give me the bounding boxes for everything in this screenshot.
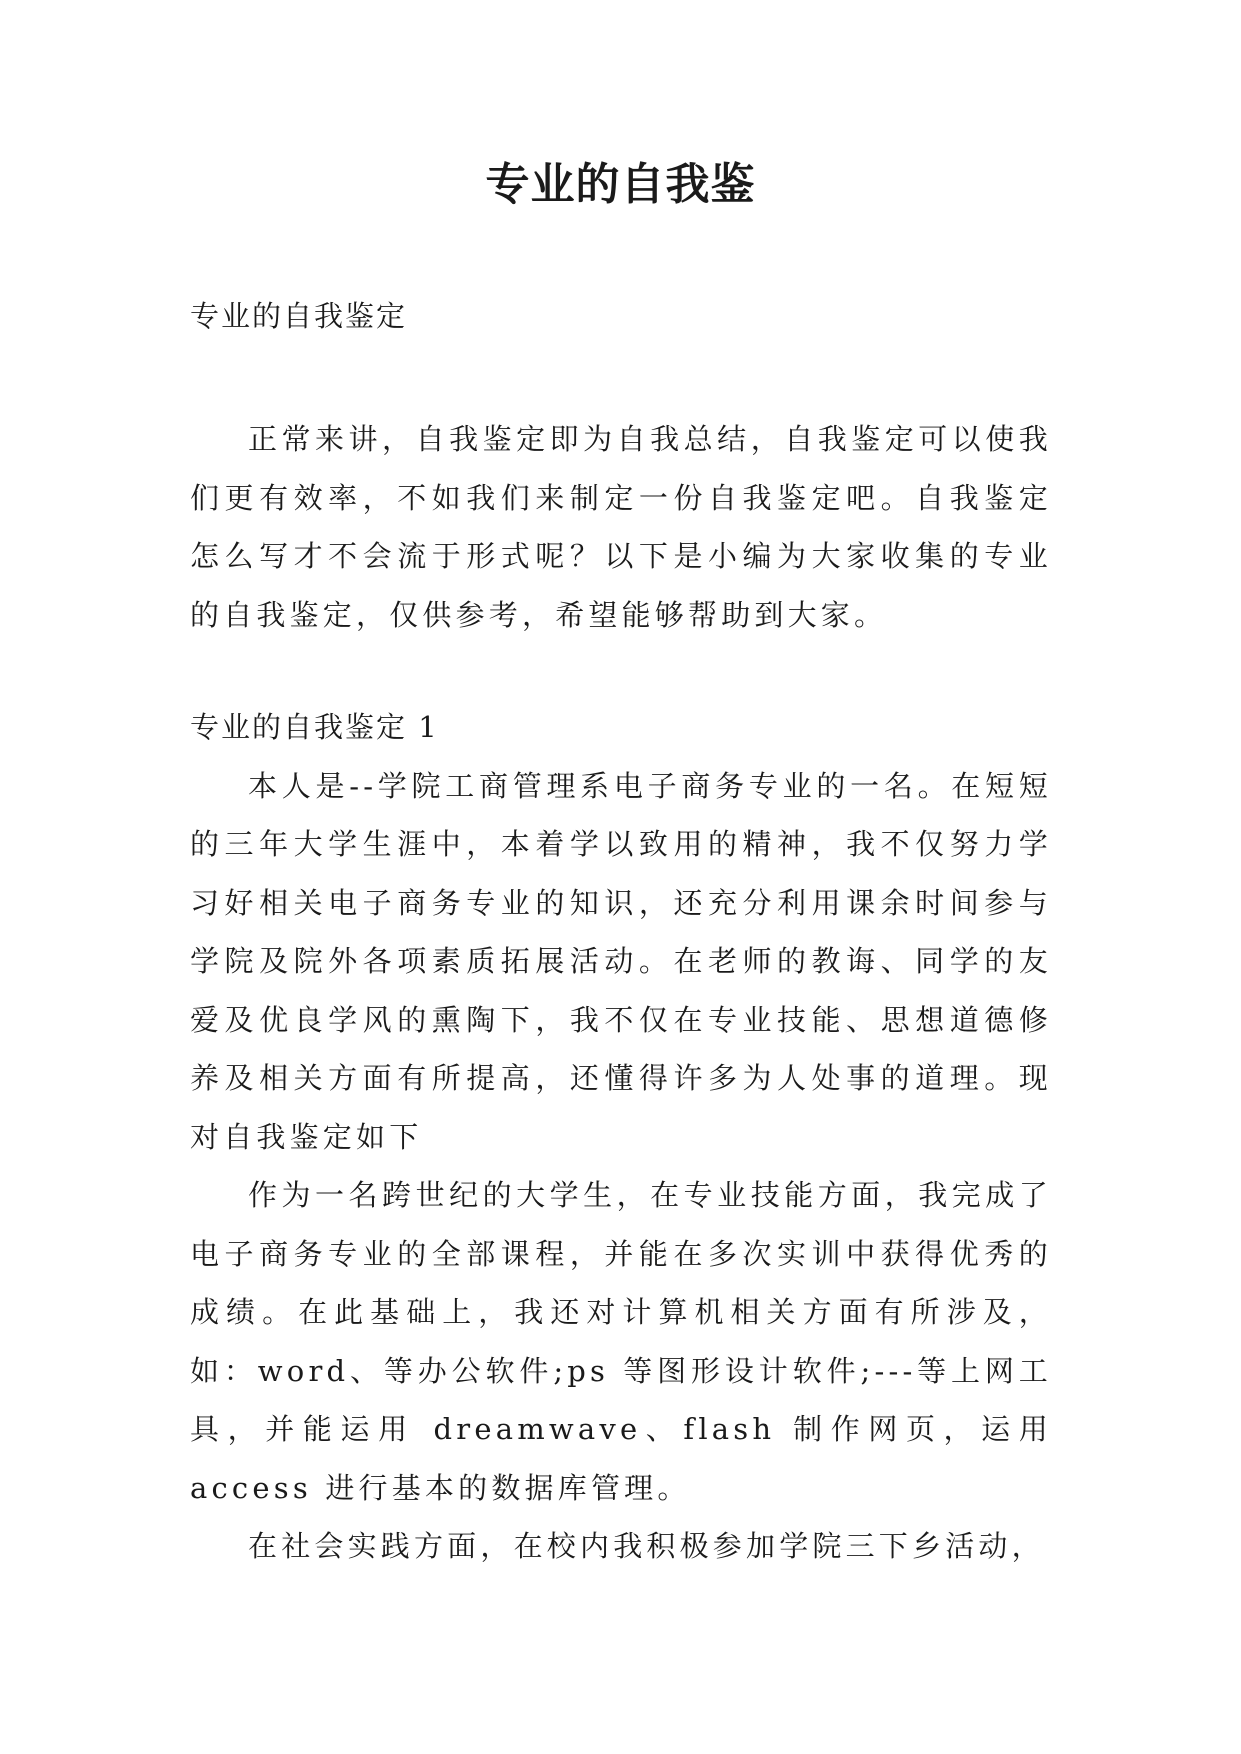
intro-paragraph: 正常来讲，自我鉴定即为自我总结，自我鉴定可以使我们更有效率，不如我们来制定一份自我鉴定吧。自我鉴定怎么写才不会流于形式呢？以下是小编为大家收集的专业的自我鉴定，仅供参考，希望能够帮助到大家。 bbox=[190, 422, 1052, 632]
section-1-paragraph-2: 作为一名跨世纪的大学生，在专业技能方面，我完成了电子商务专业的全部课程，并能在多次实训中获得优秀的成绩。在此基础上，我还对计算机相关方面有所涉及，如：word、等办公软件;ps 等图形设计软件;---等上网工具，并能运用 dreamwave、flash 制作网页，运用 access 进行基本的数据库管理。 bbox=[190, 1178, 1052, 1505]
section-1 bbox=[190, 698, 1052, 1576]
intro-block bbox=[190, 410, 1052, 644]
document-subtitle: 专业的自我鉴定 bbox=[190, 299, 408, 333]
section-1-heading: 专业的自我鉴定 1 bbox=[190, 710, 439, 744]
section-1-paragraph-3: 在社会实践方面，在校内我积极参加学院三下乡活动， bbox=[248, 1529, 1045, 1563]
document-title: 专业的自我鉴 bbox=[485, 159, 756, 210]
section-1-paragraph-1: 本人是--学院工商管理系电子商务专业的一名。在短短的三年大学生涯中，本着学以致用的精神，我不仅努力学习好相关电子商务专业的知识，还充分利用课余时间参与学院及院外各项素质拓展活动。在老师的教诲、同学的友爱及优良学风的熏陶下，我不仅在专业技能、思想道德修养及相关方面有所提高，还懂得许多为人处事的道理。现对自我鉴定如下 bbox=[190, 768, 1052, 1154]
